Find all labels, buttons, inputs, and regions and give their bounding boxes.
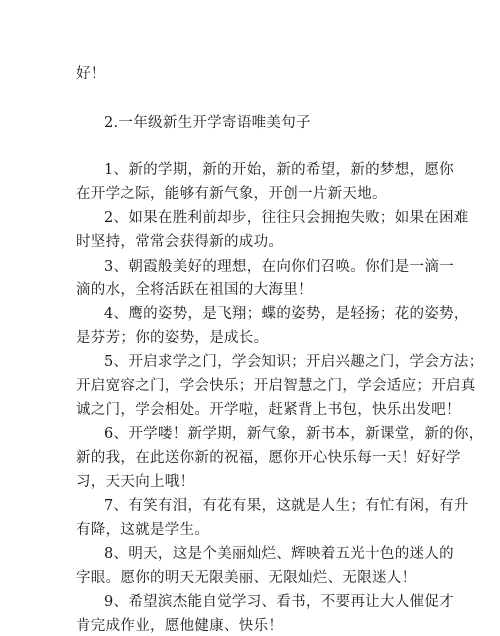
paragraph-line: 滴的水，全将活跃在祖国的大海里！ [76, 282, 313, 298]
paragraph-line: 字眼。愿你的明天无限美丽、无限灿烂、无限迷人！ [76, 570, 417, 586]
paragraph-line: 6、开学喽！新学期，新气象，新书本，新课堂，新的你， [104, 426, 484, 442]
paragraph-line: 肯完成作业，愿他健康、快乐！ [76, 618, 284, 634]
paragraph-line: 新的我，在此送你新的祝福，愿你开心快乐每一天！好好学 [76, 450, 461, 466]
paragraph-line: 4、鹰的姿势，是飞翔；蝶的姿势，是轻扬；花的姿势， [104, 306, 469, 322]
paragraph-line: 1、新的学期，新的开始，新的希望，新的梦想，愿你 [104, 162, 454, 178]
paragraph-line: 有降，这就是学生。 [76, 522, 210, 538]
paragraph-line: 9、希望滨杰能自觉学习、看书，不要再让大人催促才 [104, 594, 454, 610]
lead-line: 好！ [76, 66, 106, 82]
paragraph-line: 2、如果在胜利前却步，往往只会拥抱失败；如果在困难 [104, 210, 469, 226]
paragraph-line: 5、开启求学之门，学会知识；开启兴趣之门，学会方法； [104, 354, 484, 370]
paragraph-line: 开启宽容之门，学会快乐；开启智慧之门，学会适应；开启真 [76, 378, 476, 394]
paragraph-line: 8、明天，这是个美丽灿烂、辉映着五光十色的迷人的 [104, 546, 454, 562]
section-heading: 2.一年级新生开学寄语唯美句子 [104, 115, 311, 131]
paragraph-line: 诚之门，学会相处。开学啦，赶紧背上书包，快乐出发吧！ [76, 402, 461, 418]
paragraph-line: 习，天天向上哦！ [76, 474, 195, 490]
paragraph-line: 7、有笑有泪，有花有果，这就是人生；有忙有闲，有升 [104, 498, 469, 514]
paragraph-line: 时坚持，常常会获得新的成功。 [76, 234, 284, 250]
paragraph-line: 3、朝霞般美好的理想，在向你们召唤。你们是一滴一 [104, 259, 454, 275]
paragraph-line: 在开学之际，能够有新气象，开创一片新天地。 [76, 186, 387, 202]
paragraph-line: 是芬芳；你的姿势，是成长。 [76, 330, 269, 346]
